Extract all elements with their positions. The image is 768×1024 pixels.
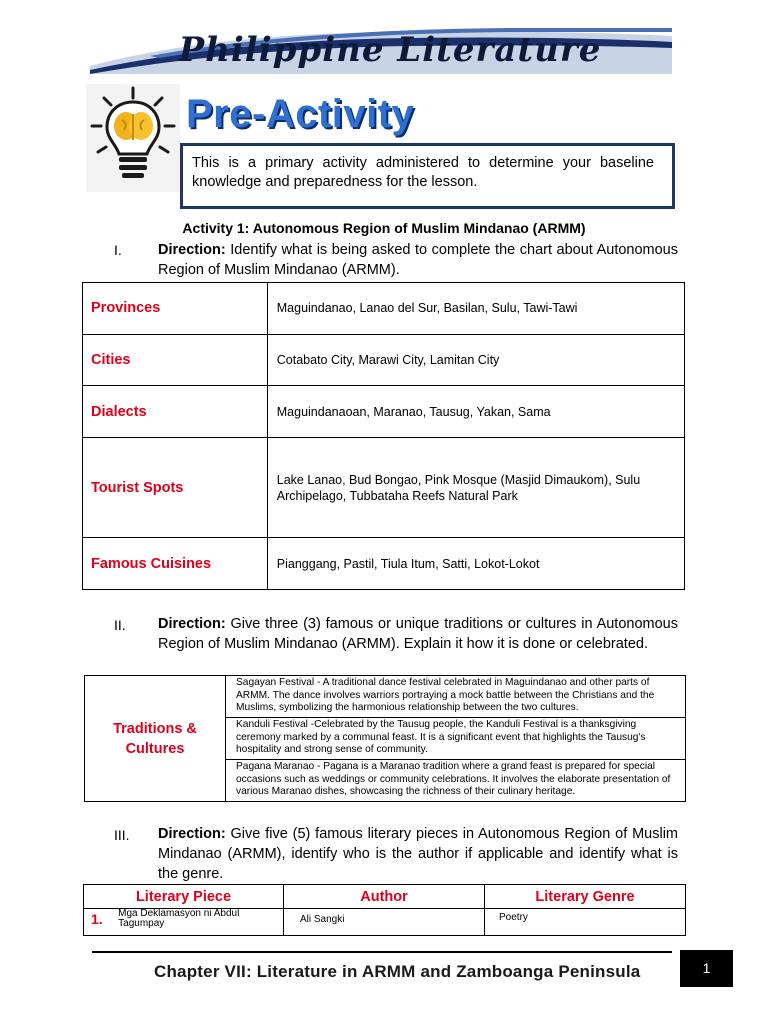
- row-label: Provinces: [83, 283, 268, 335]
- author-cell: Ali Sangki: [284, 909, 485, 936]
- section3-numeral: III.: [114, 827, 130, 843]
- traditions-label: Traditions & Cultures: [85, 676, 226, 802]
- armm-chart-table: [82, 282, 685, 590]
- page-number: 1: [680, 950, 733, 987]
- tradition-item: Kanduli Festival -Celebrated by the Tausug people, the Kanduli Festival is a thanksgiving ceremony marked by a communal feast. It is a significant event that highlights the Tausug's hospitality and strong sense of community.: [226, 718, 686, 760]
- table-row: [85, 676, 686, 718]
- table-row: [84, 909, 686, 936]
- row-label: Tourist Spots: [83, 438, 268, 538]
- table-row: [83, 386, 685, 438]
- section3-direction: [158, 824, 678, 884]
- section2-numeral: II.: [114, 617, 126, 633]
- genre-cell: Poetry: [485, 909, 686, 936]
- banner-title: Philippine Literature: [178, 30, 602, 70]
- direction-text: Give three (3) famous or unique traditions or cultures in Autonomous Region of Muslim Mindanao (ARMM). Explain it how it is done or celebrated.: [158, 616, 678, 652]
- row-value: Maguindanao, Lanao del Sur, Basilan, Sulu, Tawi-Tawi: [267, 283, 684, 335]
- table-row: [83, 334, 685, 386]
- row-value: Maguindanaoan, Maranao, Tausug, Yakan, Sama: [267, 386, 684, 438]
- header-literary-piece: Literary Piece: [84, 885, 284, 909]
- direction-text: Identify what is being asked to complete the chart about Autonomous Region of Muslim Mindanao (ARMM).: [158, 242, 678, 278]
- section1-direction: [158, 240, 678, 280]
- literary-piece: Mga Deklamasyon ni Abdul Tagumpay: [118, 908, 240, 929]
- row-value: Lake Lanao, Bud Bongao, Pink Mosque (Masjid Dimaukom), Sulu Archipelago, Tubbataha Reefs Natural Park: [267, 438, 684, 538]
- table-header-row: [84, 885, 686, 909]
- direction-label: Direction:: [158, 242, 226, 258]
- header-literary-genre: Literary Genre: [485, 885, 686, 909]
- header-author: Author: [284, 885, 485, 909]
- footer-divider: [92, 951, 672, 953]
- literary-pieces-table: [83, 884, 686, 936]
- intro-box: [180, 143, 675, 209]
- footer-chapter: Chapter VII: Literature in ARMM and Zamboanga Peninsula: [154, 962, 641, 981]
- row-label: Famous Cuisines: [83, 538, 268, 590]
- page-title: Pre-Activity: [186, 92, 415, 136]
- table-row: [83, 538, 685, 590]
- row-label: Cities: [83, 334, 268, 386]
- traditions-table: [84, 675, 686, 802]
- direction-label: Direction:: [158, 826, 226, 842]
- table-row: [83, 283, 685, 335]
- intro-text: This is a primary activity administered to determine your baseline knowledge and preparedness for the lesson.: [192, 155, 654, 190]
- section2-direction: [158, 614, 678, 654]
- section1-numeral: I.: [114, 242, 122, 258]
- piece-cell: [84, 909, 284, 936]
- row-value: Cotabato City, Marawi City, Lamitan City: [267, 334, 684, 386]
- direction-label: Direction:: [158, 616, 226, 632]
- tradition-item: Sagayan Festival - A traditional dance festival celebrated in Maguindanao and other parts of ARMM. The dance involves warriors portraying a mock battle between the Christians and the Muslims, symbolizing the harmonious relationship between the two cultures.: [226, 676, 686, 718]
- row-value: Pianggang, Pastil, Tiula Itum, Satti, Lokot-Lokot: [267, 538, 684, 590]
- direction-text: Give five (5) famous literary pieces in Autonomous Region of Muslim Mindanao (ARMM), identify who is the author if applicable and identify what is the genre.: [158, 826, 678, 882]
- tradition-item: Pagana Maranao - Pagana is a Maranao tradition where a grand feast is prepared for special occasions such as weddings or community celebrations. It involves the elaborate presentation of various Maranao dishes, showcasing the richness of their culinary heritage.: [226, 760, 686, 802]
- table-row: [83, 438, 685, 538]
- row-label: Dialects: [83, 386, 268, 438]
- activity-title: Activity 1: Autonomous Region of Muslim Mindanao (ARMM): [182, 220, 586, 236]
- row-number: 1.: [91, 911, 103, 927]
- lightbulb-brain-icon: [86, 84, 180, 192]
